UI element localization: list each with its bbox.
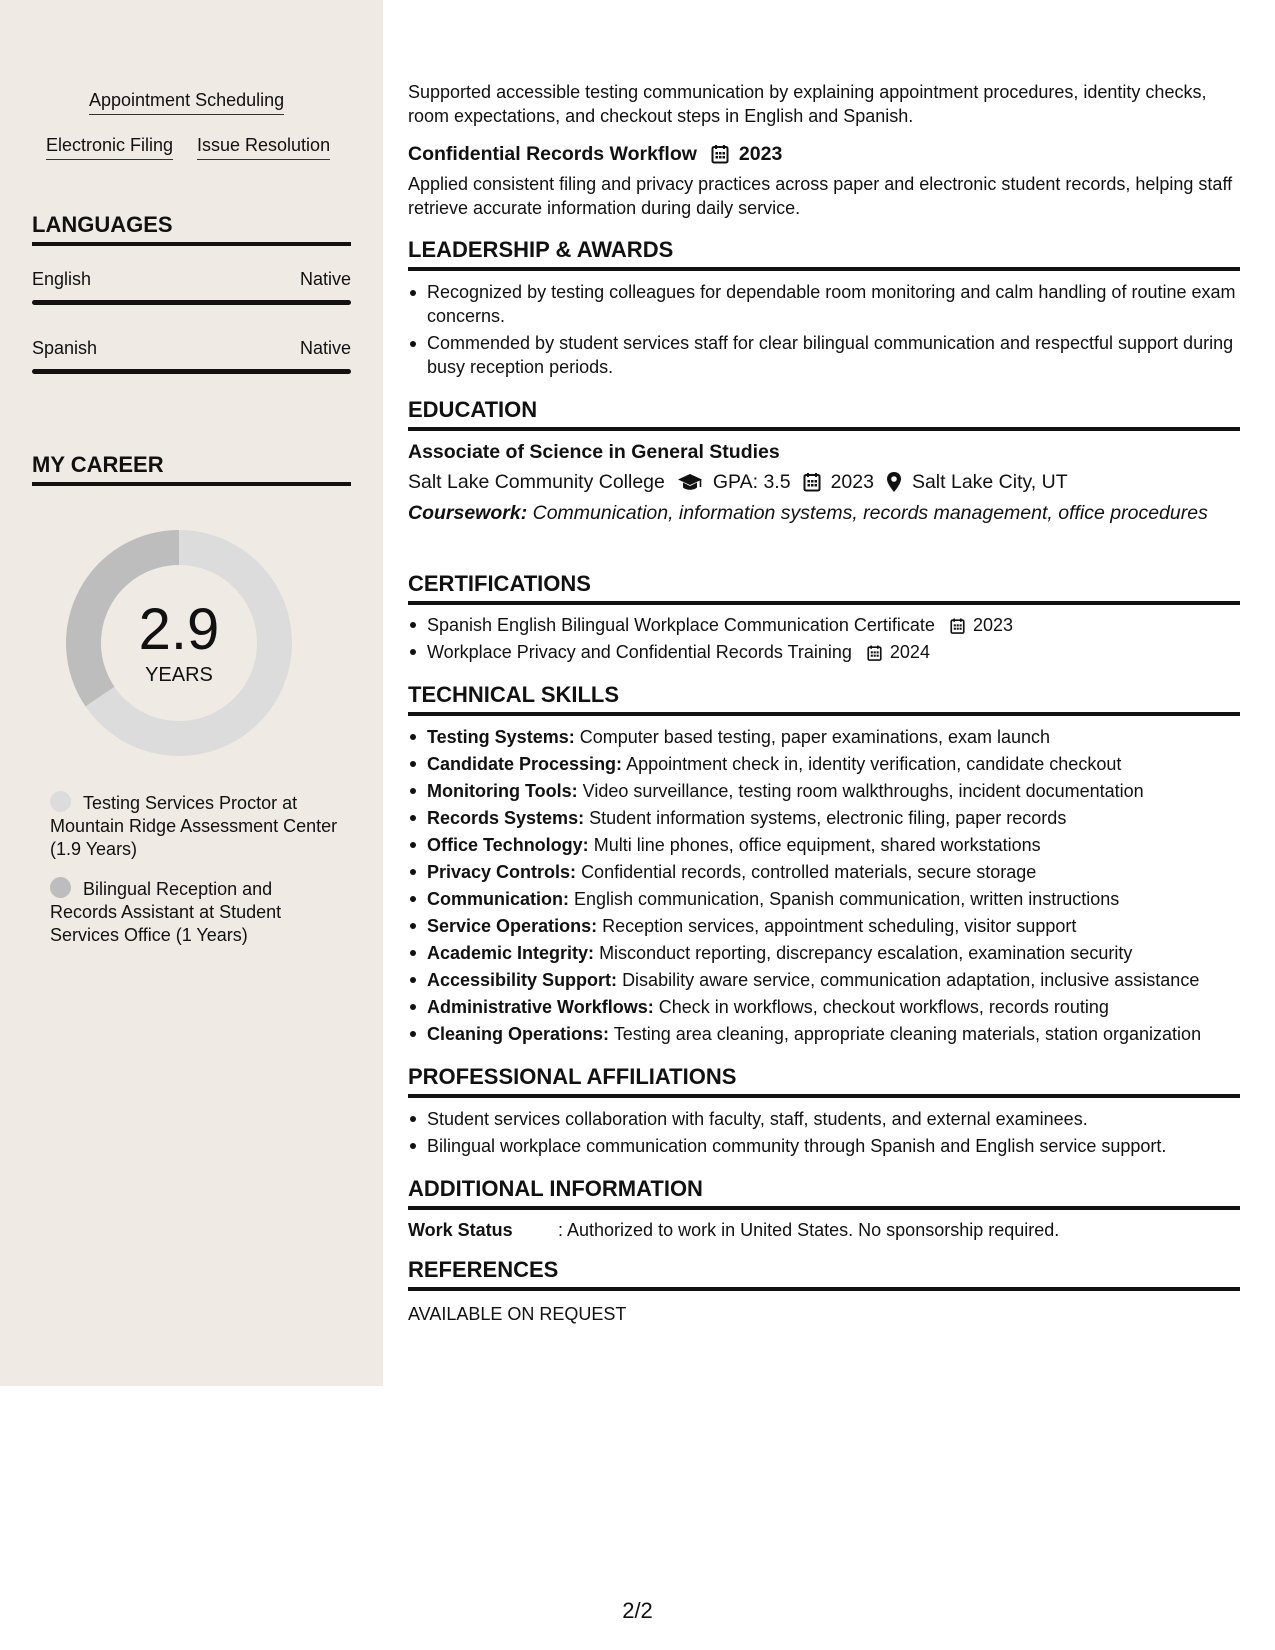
skill-text: Multi line phones, office equipment, shared workstations	[593, 835, 1041, 855]
project-heading	[408, 141, 1240, 167]
career-item-text: Testing Services Proctor at Mountain Ridge Assessment Center (1.9 Years)	[50, 793, 338, 859]
language-level-bar	[32, 369, 351, 374]
skill-label: Communication:	[427, 889, 569, 909]
work-status-value: : Authorized to work in United States. No sponsorship required.	[558, 1220, 1060, 1240]
list-item	[408, 724, 1240, 751]
coursework-label: Coursework:	[408, 502, 528, 524]
location-pin-icon	[886, 471, 902, 493]
skill-label: Privacy Controls:	[427, 862, 577, 882]
experience-paragraph: Supported accessible testing communication by explaining appointment procedures, identity checks, room expectations, and checkout steps in English and Spanish.	[408, 82, 1207, 126]
skill-label: Accessibility Support:	[427, 970, 618, 990]
skill-text: Check in workflows, checkout workflows, records routing	[658, 997, 1109, 1017]
project-paragraph: Applied consistent filing and privacy practices across paper and electronic student records, helping staff retrieve accurate information during daily service.	[408, 174, 1233, 218]
list-item: Student services collaboration with faculty, staff, students, and external examinees.	[408, 1106, 1240, 1133]
skill-label: Testing Systems:	[427, 727, 575, 747]
project-title: Confidential Records Workflow	[408, 143, 697, 165]
language-name: Spanish	[32, 338, 98, 358]
references-heading: REFERENCES	[408, 1257, 1240, 1291]
certifications-heading: CERTIFICATIONS	[408, 571, 1240, 605]
language-level: Native	[299, 338, 351, 358]
list-item	[408, 612, 1240, 639]
references-text: AVAILABLE ON REQUEST	[408, 1304, 627, 1324]
technical-skills-list	[408, 724, 1240, 1048]
additional-info-heading: ADDITIONAL INFORMATION	[408, 1176, 1240, 1210]
graduation-cap-icon	[677, 472, 703, 492]
skill-label: Candidate Processing:	[427, 754, 623, 774]
list-item	[408, 913, 1240, 940]
calendar-icon	[950, 617, 965, 635]
education-location: Salt Lake City, UT	[911, 471, 1068, 493]
skill-label: Cleaning Operations:	[427, 1024, 610, 1044]
skill-label: Administrative Workflows:	[427, 997, 654, 1017]
list-item: Recognized by testing colleagues for dependable room monitoring and calm handling of routine exam concerns.	[408, 280, 1240, 328]
leadership-list	[408, 280, 1240, 379]
work-status-row	[408, 1218, 1240, 1242]
language-level: Native	[299, 269, 351, 289]
skill-text: Testing area cleaning, appropriate cleaning materials, station organization	[613, 1024, 1202, 1044]
language-row	[32, 268, 351, 290]
list-item: Bilingual workplace communication community through Spanish and English service support.	[408, 1133, 1240, 1160]
list-item	[408, 859, 1240, 886]
list-item	[408, 639, 1240, 666]
language-name: English	[32, 269, 92, 289]
certification-name: Workplace Privacy and Confidential Records Training	[427, 642, 852, 662]
project-year: 2023	[738, 143, 783, 165]
career-item	[50, 791, 340, 861]
skill-tag: Electronic Filing	[46, 134, 173, 160]
career-heading: MY CAREER	[32, 452, 351, 486]
career-legend-dot	[50, 791, 71, 812]
list-item	[408, 1021, 1240, 1048]
career-total-value: 2.9	[138, 597, 220, 662]
skill-tag: Issue Resolution	[197, 134, 330, 160]
list-item	[408, 886, 1240, 913]
languages-heading: LANGUAGES	[32, 212, 351, 246]
list-item: Commended by student services staff for clear bilingual communication and respectful support during busy reception periods.	[408, 331, 1240, 379]
career-total-unit: YEARS	[145, 664, 213, 686]
list-item	[408, 940, 1240, 967]
career-item-text: Bilingual Reception and Records Assistant at Student Services Office (1 Years)	[50, 879, 282, 945]
skill-text: Student information systems, electronic filing, paper records	[589, 808, 1067, 828]
skill-text: Disability aware service, communication adaptation, inclusive assistance	[622, 970, 1200, 990]
list-item	[408, 832, 1240, 859]
career-legend-dot	[50, 877, 71, 898]
skill-label: Service Operations:	[427, 916, 598, 936]
coursework	[408, 501, 1240, 525]
list-item	[408, 778, 1240, 805]
language-row	[32, 337, 351, 359]
career-item	[50, 877, 340, 947]
certification-year: 2023	[972, 615, 1013, 635]
leadership-heading: LEADERSHIP & AWARDS	[408, 237, 1240, 271]
certification-name: Spanish English Bilingual Workplace Communication Certificate	[427, 615, 935, 635]
skill-label: Monitoring Tools:	[427, 781, 578, 801]
skill-label: Office Technology:	[427, 835, 589, 855]
skill-label: Academic Integrity:	[427, 943, 595, 963]
degree-title: Associate of Science in General Studies	[408, 441, 780, 463]
list-item	[408, 751, 1240, 778]
skill-tag: Appointment Scheduling	[89, 89, 284, 115]
education-heading: EDUCATION	[408, 397, 1240, 431]
page-number: 2/2	[622, 1598, 653, 1623]
certification-year: 2024	[889, 642, 930, 662]
skill-text: Misconduct reporting, discrepancy escalation, examination security	[599, 943, 1133, 963]
technical-skills-heading: TECHNICAL SKILLS	[408, 682, 1240, 716]
work-status-label: Work Status	[408, 1220, 513, 1240]
list-item	[408, 967, 1240, 994]
skill-text: Video surveillance, testing room walkthroughs, incident documentation	[582, 781, 1144, 801]
calendar-icon	[867, 644, 882, 662]
skill-text: Appointment check in, identity verification, candidate checkout	[626, 754, 1122, 774]
affiliations-list	[408, 1106, 1240, 1160]
language-level-bar	[32, 300, 351, 305]
school-name: Salt Lake Community College	[408, 471, 665, 493]
coursework-text: Communication, information systems, records management, office procedures	[532, 502, 1208, 524]
calendar-icon	[803, 472, 821, 492]
skill-text: Computer based testing, paper examinations, exam launch	[579, 727, 1051, 747]
skill-text: Reception services, appointment scheduling, visitor support	[602, 916, 1077, 936]
skill-text: Confidential records, controlled materials, secure storage	[581, 862, 1037, 882]
affiliations-heading: PROFESSIONAL AFFILIATIONS	[408, 1064, 1240, 1098]
skill-text: English communication, Spanish communication, written instructions	[574, 889, 1120, 909]
education-details	[408, 469, 1240, 495]
certifications-list	[408, 612, 1240, 666]
list-item	[408, 805, 1240, 832]
skill-label: Records Systems:	[427, 808, 585, 828]
gpa: GPA: 3.5	[712, 471, 791, 493]
list-item	[408, 994, 1240, 1021]
graduation-year: 2023	[830, 471, 874, 493]
calendar-icon	[711, 144, 729, 164]
